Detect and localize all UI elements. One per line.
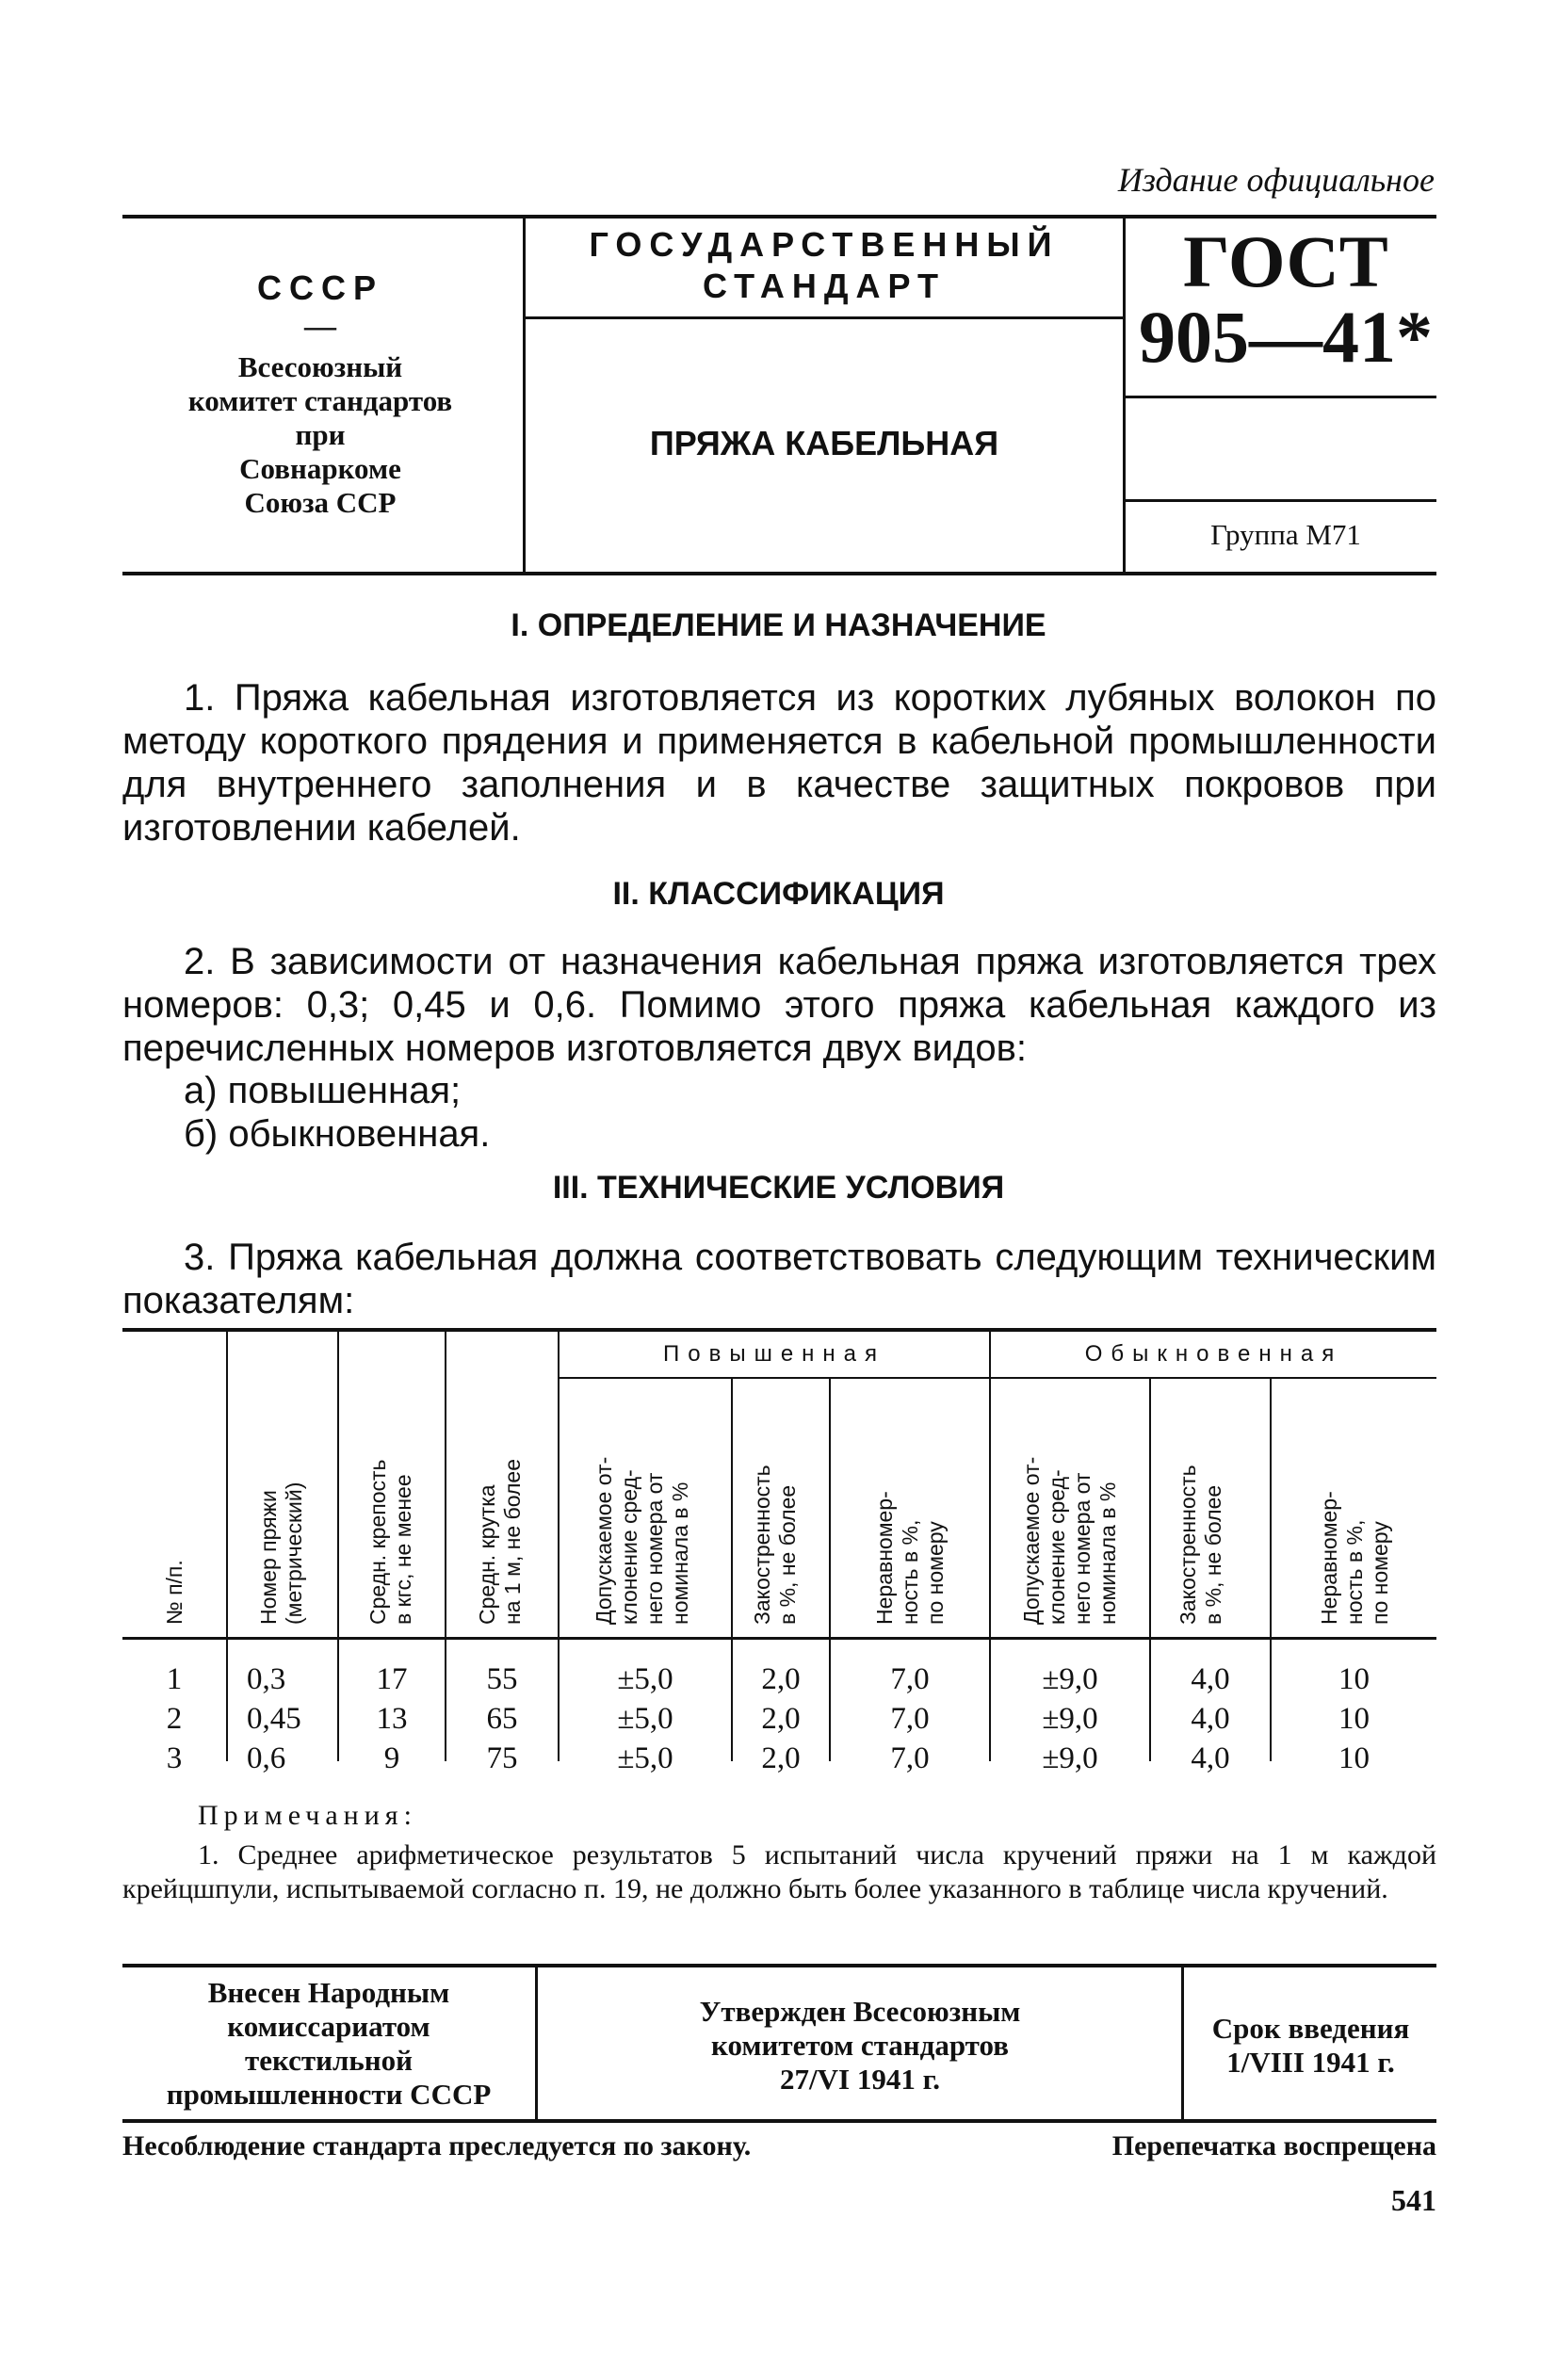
table-cell-fire-high <box>733 1660 829 1778</box>
col-header-fire-high <box>750 1465 801 1625</box>
introduced-line: текстильной <box>245 2044 413 2077</box>
cell-value: 4,0 <box>1191 1702 1230 1736</box>
header-top-rule <box>122 215 1436 219</box>
col-header-line: номинала в % <box>1095 1481 1120 1625</box>
table-cell-fire-normal <box>1151 1660 1270 1778</box>
cell-value: 4,0 <box>1191 1741 1230 1775</box>
cell-value: 9 <box>383 1741 400 1775</box>
gost-number: 905—41* <box>1139 296 1433 378</box>
header-bottom-rule <box>122 572 1436 575</box>
committee-line: при <box>295 418 346 451</box>
col-header-line: Средн. крутка <box>475 1484 499 1625</box>
header-divider-right <box>1123 217 1126 573</box>
approved-line: комитетом стандартов <box>711 2029 1009 2062</box>
col-header-uneven-high <box>872 1491 949 1625</box>
gost-code <box>1130 220 1441 378</box>
approved-line: 27/VI 1941 г. <box>780 2063 940 2096</box>
reprint-notice: Перепечатка воспрещена <box>1111 2130 1436 2161</box>
col-header-line: на 1 м, не более <box>500 1458 525 1625</box>
cell-value: 7,0 <box>890 1702 930 1736</box>
cell-value: 13 <box>376 1702 408 1736</box>
cell-value: 4,0 <box>1191 1662 1230 1696</box>
cell-value: 75 <box>486 1741 518 1775</box>
header-right-rule-2 <box>1125 499 1436 502</box>
cell-value: 55 <box>486 1662 518 1696</box>
col-header-line: по номеру <box>1368 1521 1392 1625</box>
footer-divider-right <box>1181 1966 1184 2119</box>
col-header-line: по номеру <box>923 1521 948 1625</box>
edition-label: Издание официальное <box>1117 161 1435 199</box>
introduced-line: промышленности СССР <box>166 2078 492 2111</box>
col-header-line: (метрический) <box>282 1481 306 1625</box>
col-header-line: в кгс, не менее <box>391 1474 415 1625</box>
effective-date <box>1185 2012 1436 2080</box>
ussr-label: СССР <box>256 268 383 307</box>
cell-value: ±9,0 <box>1042 1702 1098 1736</box>
col-header-num <box>162 1560 187 1625</box>
section-2-paragraph: 2. В зависимости от назначения кабельная пряжа изготовляется трех номеров: 0,3; 0,45 и 0,6. Помимо этого пряжа кабельная каждого из перечисленных номеров изготовляется двух видов: <box>122 941 1436 1069</box>
col-header-line: Неравномер- <box>1317 1491 1341 1625</box>
footer-top-rule <box>122 1964 1436 1967</box>
ussr-dash: — <box>304 309 336 344</box>
committee-line: комитет стандартов <box>187 384 453 417</box>
section-1-title: I. ОПРЕДЕЛЕНИЕ И НАЗНАЧЕНИЕ <box>511 607 1046 643</box>
introduced-by <box>122 1976 535 2112</box>
cell-value: 2,0 <box>761 1741 801 1775</box>
law-notice: Несоблюдение стандарта преследуется по закону. <box>122 2130 752 2161</box>
cell-value: 10 <box>1338 1741 1370 1775</box>
table-cell-deviation-normal <box>991 1660 1149 1778</box>
header-mid-rule <box>525 316 1123 319</box>
table-cell-yarn-no <box>228 1660 337 1778</box>
col-header-line: ность в %, <box>898 1519 922 1625</box>
table-group-rule <box>560 1377 1436 1379</box>
col-header-deviation-high <box>592 1457 693 1625</box>
approved-by <box>539 1995 1181 2097</box>
cell-value: 2,0 <box>761 1702 801 1736</box>
cell-value: 2,0 <box>761 1662 801 1696</box>
cell-value: ±5,0 <box>617 1662 673 1696</box>
committee-block <box>132 350 509 520</box>
cell-value: ±5,0 <box>617 1741 673 1775</box>
col-header-uneven-normal <box>1317 1491 1393 1625</box>
cell-value: 65 <box>486 1702 518 1736</box>
cell-value: ±9,0 <box>1042 1662 1098 1696</box>
col-header-line: Неравномер- <box>872 1491 897 1625</box>
state-standard-line: СТАНДАРТ <box>703 267 946 305</box>
group-label: Группа М71 <box>1210 518 1361 551</box>
cell-value: 0,6 <box>247 1741 286 1775</box>
page-number: 541 <box>1391 2183 1436 2217</box>
group-normal-label: Обыкновенная <box>1084 1341 1343 1367</box>
col-header-line: в %, не более <box>1201 1484 1225 1625</box>
committee-line: Союза ССР <box>244 486 397 519</box>
col-header-deviation-normal <box>1019 1457 1121 1625</box>
group-high-label: Повышенная <box>662 1341 886 1367</box>
note-1: 1. Среднее арифметическое результатов 5 испытаний числа кручений пряжи на 1 м каждой крейцшпули, испытываемой согласно п. 19, не должно быть более указанного в таблице числа кручений. <box>122 1839 1436 1904</box>
section-3-paragraph: 3. Пряжа кабельная должна соответствовать следующим техническим показателям: <box>122 1237 1436 1321</box>
col-header-line: № п/п. <box>162 1560 187 1625</box>
col-header-line: него номера от <box>642 1472 667 1625</box>
cell-value: 0,3 <box>247 1662 286 1696</box>
state-standard-label <box>532 224 1116 307</box>
header-right-rule-1 <box>1125 396 1436 398</box>
document-title: ПРЯЖА КАБЕЛЬНАЯ <box>649 424 999 462</box>
cell-value: 3 <box>166 1741 183 1775</box>
col-header-strength <box>365 1460 416 1626</box>
cell-value: 7,0 <box>890 1741 930 1775</box>
section-2-title: II. КЛАССИФИКАЦИЯ <box>612 876 945 912</box>
col-header-line: клонение сред- <box>1045 1469 1069 1625</box>
introduced-line: Внесен Народным <box>207 1976 450 2009</box>
col-header-line: в %, не более <box>775 1484 800 1625</box>
col-header-line: ность в %, <box>1342 1519 1367 1625</box>
table-cell-twist <box>446 1660 558 1778</box>
cell-value: 1 <box>166 1662 183 1696</box>
table-cell-uneven-high <box>831 1660 989 1778</box>
table-header-rule <box>122 1637 1436 1640</box>
table-cell-num <box>122 1660 226 1778</box>
footer-bottom-rule <box>122 2119 1436 2123</box>
committee-line: Совнаркоме <box>239 452 401 485</box>
header-divider-left <box>523 217 526 573</box>
effective-line: Срок введения <box>1211 2012 1410 2045</box>
table-cell-strength <box>339 1660 445 1778</box>
col-header-twist <box>475 1459 526 1625</box>
table-top-rule <box>122 1328 1436 1332</box>
section-1-paragraph: 1. Пряжа кабельная изготовляется из коротких лубяных волокон по методу короткого прядения и применяется в кабельной промышленности для внутреннего заполнения и в качестве защитных покровов при изготовлении кабелей. <box>122 677 1436 849</box>
section-2-item-a: а) повышенная; <box>184 1070 462 1111</box>
col-header-yarn-no <box>256 1482 307 1625</box>
gost-label: ГОСТ <box>1183 220 1388 302</box>
cell-value: ±5,0 <box>617 1702 673 1736</box>
state-standard-line: ГОСУДАРСТВЕННЫЙ <box>589 225 1060 264</box>
approved-line: Утвержден Всесоюзным <box>699 1995 1021 2028</box>
notes-heading: Примечания: <box>198 1800 417 1831</box>
col-header-line: клонение сред- <box>617 1469 641 1625</box>
cell-value: 10 <box>1338 1662 1370 1696</box>
col-header-line: Средн. крепость <box>365 1459 390 1625</box>
cell-value: 2 <box>166 1702 183 1736</box>
table-cell-deviation-high <box>560 1660 731 1778</box>
section-3-title: III. ТЕХНИЧЕСКИЕ УСЛОВИЯ <box>552 1170 1005 1206</box>
cell-value: 7,0 <box>890 1662 930 1696</box>
col-header-line: Номер пряжи <box>256 1490 281 1625</box>
effective-line: 1/VIII 1941 г. <box>1226 2046 1395 2079</box>
cell-value: 10 <box>1338 1702 1370 1736</box>
col-header-line: Допускаемое от- <box>1019 1456 1044 1625</box>
footer-divider-left <box>535 1966 538 2119</box>
table-cell-uneven-normal <box>1272 1660 1436 1778</box>
cell-value: ±9,0 <box>1042 1741 1098 1775</box>
col-header-line: номинала в % <box>668 1481 692 1625</box>
introduced-line: комиссариатом <box>227 2010 430 2043</box>
col-header-line: него номера от <box>1070 1472 1095 1625</box>
committee-line: Всесоюзный <box>237 350 403 383</box>
section-2-item-b: б) обыкновенная. <box>184 1113 491 1155</box>
col-header-line: Закостренность <box>750 1465 774 1625</box>
cell-value: 0,45 <box>247 1702 301 1736</box>
col-header-line: Закостренность <box>1176 1465 1200 1625</box>
col-header-fire-normal <box>1176 1465 1226 1625</box>
cell-value: 17 <box>376 1662 408 1696</box>
col-header-line: Допускаемое от- <box>592 1456 616 1625</box>
